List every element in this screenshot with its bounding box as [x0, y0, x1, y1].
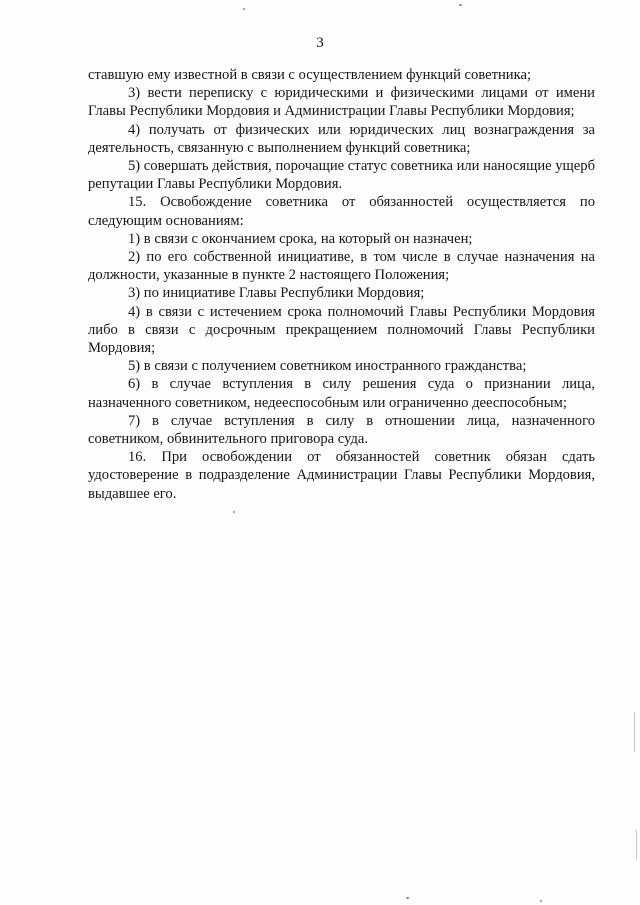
paragraph-item-3: 3) вести переписку с юридическими и физическими лицами от имени Главы Республики Мордовия и Администрации Главы Республики Мордовия;	[88, 85, 595, 120]
paragraph-continuation: ставшую ему известной в связи с осуществлением функций советника;	[88, 67, 532, 83]
paragraph-basis-4: 4) в связи с истечением срока полномочий Главы Республики Мордовия либо в связи с досрочным прекращением полномочий Главы Республики Мордовия;	[88, 303, 595, 357]
paragraph-item-4: 4) получать от физических или юридических лиц вознаграждения за деятельность, связанную с выполнением функций советника;	[88, 121, 595, 156]
paragraph-basis-3: 3) по инициативе Главы Республики Мордовия;	[128, 285, 425, 302]
scan-speck	[243, 8, 245, 10]
document-body	[88, 66, 595, 503]
paragraph-basis-6: 6) в случае вступления в силу решения суда о признании лица, назначенного советником, недееспособным или ограниченно дееспособным;	[88, 376, 595, 411]
paragraph-section-15: 15. Освобождение советника от обязанностей осуществляется по следующим основаниям:	[88, 194, 595, 229]
paragraph-item-5: 5) совершать действия, порочащие статус советника или наносящие ущерб репутации Главы Республики Мордовия.	[88, 158, 595, 193]
scan-speck	[406, 897, 409, 899]
scan-speck	[233, 511, 235, 513]
scan-edge-mark	[634, 712, 635, 752]
paragraph-basis-2: 2) по его собственной инициативе, в том числе в случае назначения на должности, указанные в пункте 2 настоящего Положения;	[88, 249, 595, 284]
paragraph-basis-1: 1) в связи с окончанием срока, на который он назначен;	[128, 230, 473, 247]
paragraph-basis-7: 7) в случае вступления в силу в отношении лица, назначенного советником, обвинительного приговора суда.	[88, 412, 595, 448]
scan-edge-mark	[636, 830, 637, 860]
page-number: 3	[316, 35, 324, 51]
scan-speck	[459, 4, 462, 6]
scan-speck	[540, 900, 542, 902]
paragraph-section-16: 16. При освобождении от обязанностей советник обязан сдать удостоверение в подразделение Администрации Главы Республики Мордовия, выдавшее его.	[88, 449, 595, 502]
paragraph-basis-5: 5) в связи с получением советником иностранного гражданства;	[128, 358, 527, 375]
